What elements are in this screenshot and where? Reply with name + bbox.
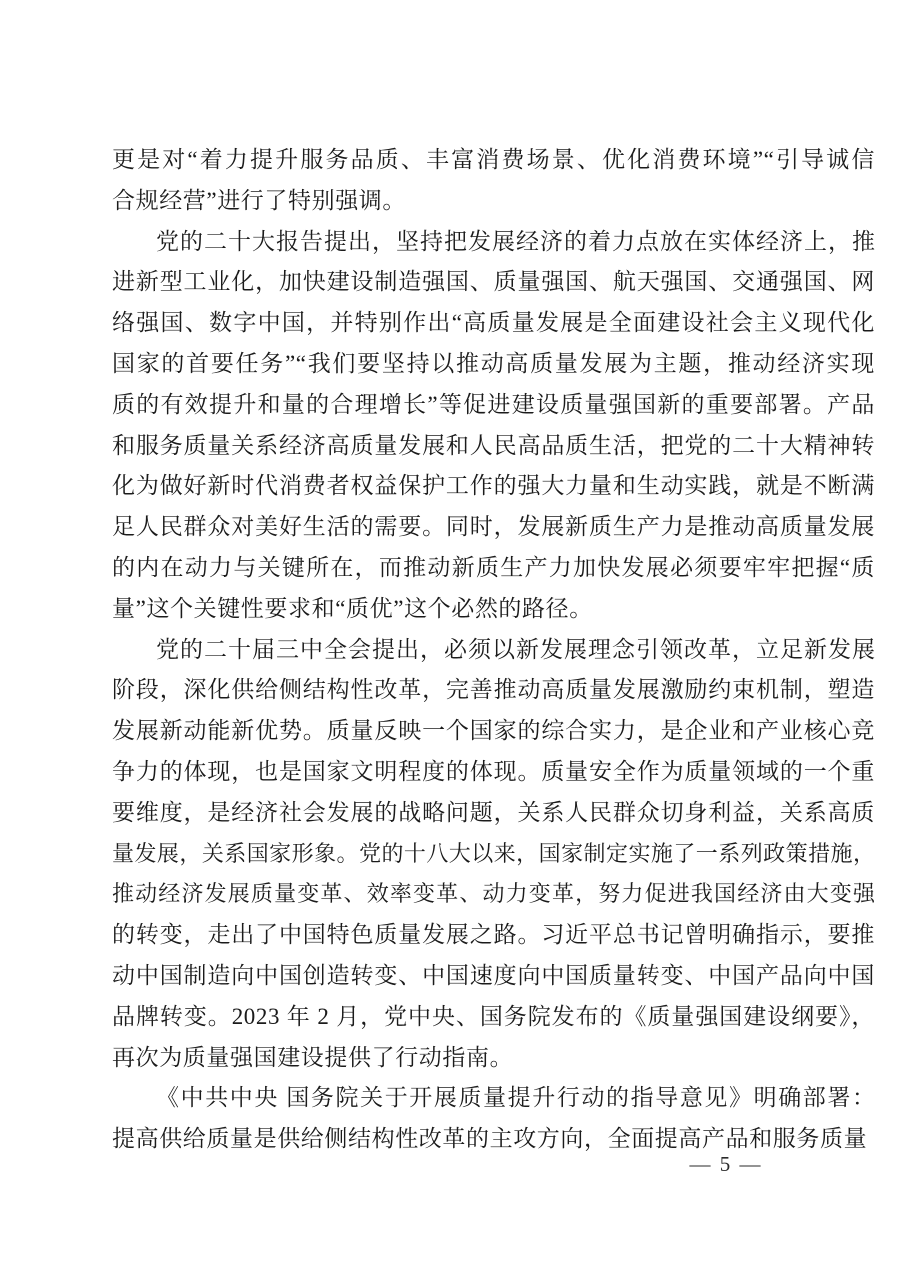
text-line: 质的有效提升和量的合理增长”等促进建设质量强国新的重要部署。产品 [112, 391, 875, 417]
text-line: 发展新动能新优势。质量反映一个国家的综合实力，是企业和产业核心竞 [112, 718, 875, 744]
text-line: 量”这个关键性要求和“质优”这个必然的路径。 [112, 595, 593, 621]
text-line: 品牌转变。2023 年 2 月，党中央、国务院发布的《质量强国建设纲要》， [112, 1003, 875, 1029]
text-line: 阶段，深化供给侧结构性改革，完善推动高质量发展激励约束机制，塑造 [112, 677, 875, 703]
text-line: 党的二十届三中全会提出，必须以新发展理念引领改革，立足新发展 [156, 636, 875, 662]
text-line: 和服务质量关系经济高质量发展和人民高品质生活，把党的二十大精神转 [112, 432, 875, 458]
text-line: 进新型工业化，加快建设制造强国、质量强国、航天强国、交通强国、网 [112, 269, 875, 295]
text-line: 《中共中央 国务院关于开展质量提升行动的指导意见》明确部署： [156, 1085, 875, 1111]
text-line: 的内在动力与关键所在，而推动新质生产力加快发展必须要牢牢把握“质 [112, 554, 875, 580]
text-line: 络强国、数字中国，并特别作出“高质量发展是全面建设社会主义现代化 [112, 310, 875, 336]
text-line: 提高供给质量是供给侧结构性改革的主攻方向，全面提高产品和服务质量 [112, 1126, 868, 1152]
text-line: 更是对“着力提升服务品质、丰富消费场景、优化消费环境”“引导诚信 [112, 147, 875, 172]
text-line: 争力的体现，也是国家文明程度的体现。质量安全作为质量领域的一个重 [112, 758, 875, 784]
text-line: 国家的首要任务”“我们要坚持以推动高质量发展为主题，推动经济实现 [112, 350, 875, 376]
text-line: 合规经营”进行了特别强调。 [112, 187, 407, 213]
text-line: 足人民群众对美好生活的需要。同时，发展新质生产力是推动高质量发展 [112, 514, 875, 540]
text-line: 再次为质量强国建设提供了行动指南。 [112, 1044, 514, 1070]
text-line: 化为做好新时代消费者权益保护工作的强大力量和生动实践，就是不断满 [112, 473, 875, 499]
text-line: 量发展，关系国家形象。党的十八大以来，国家制定实施了一系列政策措施， [112, 840, 875, 866]
text-line: 动中国制造向中国创造转变、中国速度向中国质量转变、中国产品向中国 [112, 962, 875, 988]
page-number: — 5 — [689, 1152, 763, 1176]
text-line: 要维度，是经济社会发展的战略问题，关系人民群众切身利益，关系高质 [112, 799, 875, 825]
text-line: 推动经济发展质量变革、效率变革、动力变革，努力促进我国经济由大变强 [112, 881, 875, 907]
document-body [112, 140, 875, 1160]
text-line: 党的二十大报告提出，坚持把发展经济的着力点放在实体经济上，推 [156, 228, 875, 254]
text-line: 的转变，走出了中国特色质量发展之路。习近平总书记曾明确指示，要推 [112, 922, 875, 948]
